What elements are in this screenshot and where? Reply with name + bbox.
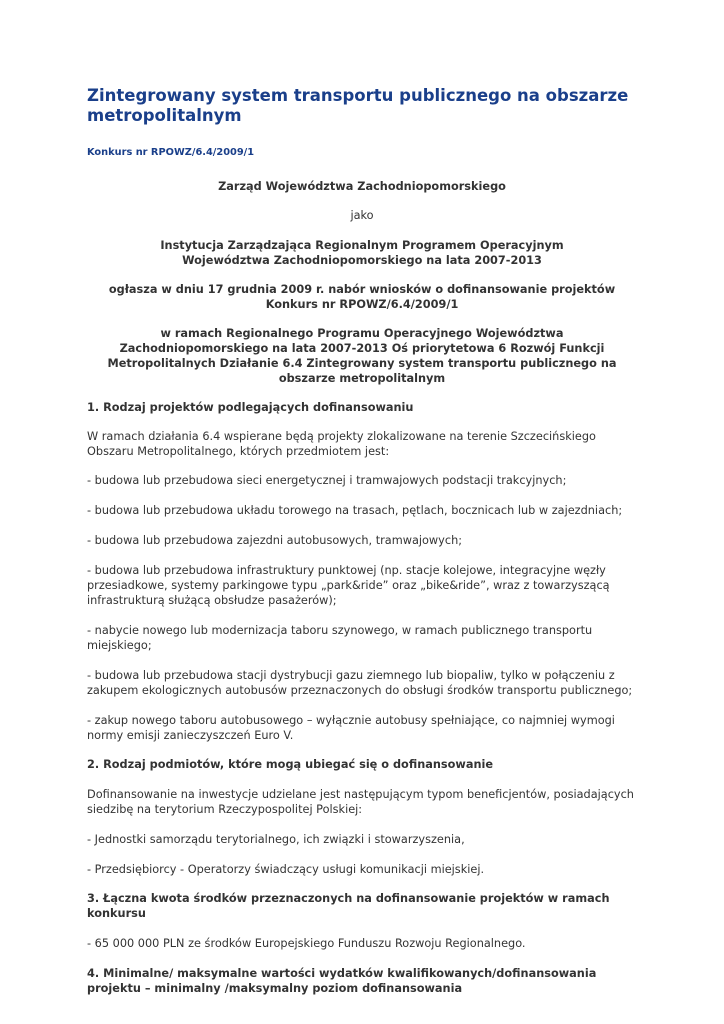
section-2-lead: Dofinansowanie na inwestycje udzielane jest następującym typom beneficjentów, posiadających siedzibę na terytorium Rzeczypospolitej Polskiej: (87, 788, 634, 816)
list-item: - Przedsiębiorcy - Operatorzy świadczący usługi komunikacji miejskiej. (87, 863, 485, 876)
section-1-lead: W ramach działania 6.4 wspierane będą projekty zlokalizowane na terenie Szczecińskiego Obszaru Metropolitalnego, których przedmiotem jest: (87, 430, 596, 458)
list-item: - 65 000 000 PLN ze środków Europejskiego Funduszu Rozwoju Regionalnego. (87, 937, 526, 950)
section-4-heading: 4. Minimalne/ maksymalne wartości wydatków kwalifikowanych/dofinansowania projektu – minimalny /maksymalny poziom dofinansowania (87, 967, 597, 995)
institution-name: Instytucja Zarządzająca Regionalnym Programem Operacyjnym Województwa Zachodniopomorskiego na lata 2007-2013 (160, 239, 564, 267)
board-name: Zarząd Województwa Zachodniopomorskiego (218, 180, 506, 193)
list-item: - zakup nowego taboru autobusowego – wyłącznie autobusy spełniające, co najmniej wymogi normy emisji zanieczyszczeń Euro V. (87, 714, 615, 742)
section-1-heading: 1. Rodzaj projektów podlegających dofinansowaniu (87, 401, 414, 414)
list-item: - budowa lub przebudowa zajezdni autobusowych, tramwajowych; (87, 534, 463, 547)
contest-number: Konkurs nr RPOWZ/6.4/2009/1 (87, 147, 255, 158)
document-page (87, 86, 637, 996)
page-title: Zintegrowany system transportu publicznego na obszarze metropolitalnym (87, 86, 629, 125)
announcement: ogłasza w dniu 17 grudnia 2009 r. nabór wniosków o dofinansowanie projektów Konkurs nr RPOWZ/6.4/2009/1 (108, 283, 616, 311)
list-item: - budowa lub przebudowa stacji dystrybucji gazu ziemnego lub biopaliw, tylko w połączeniu z zakupem ekologicznych autobusów przeznaczonych do obsługi środków transportu publicznego; (87, 669, 633, 697)
program-framework: w ramach Regionalnego Programu Operacyjnego Województwa Zachodniopomorskiego na lata 2007-2013 Oś priorytetowa 6 Rozwój Funkcji Metropolitalnych Działanie 6.4 Zintegrowany system transportu publicznego na obszarze metropolitalnym (107, 327, 617, 385)
list-item: - budowa lub przebudowa sieci energetycznej i tramwajowych podstacji trakcyjnych; (87, 474, 567, 487)
list-item: - Jednostki samorządu terytorialnego, ich związki i stowarzyszenia, (87, 833, 465, 846)
list-item: - budowa lub przebudowa infrastruktury punktowej (np. stacje kolejowe, integracyjne węzły przesiadkowe, systemy parkingowe typu „park&ride” oraz „bike&ride”, wraz z towarzyszącą infrastrukturą służącą obsłudze pasażerów); (87, 564, 610, 607)
list-item: - nabycie nowego lub modernizacja taboru szynowego, w ramach publicznego transportu miejskiego; (87, 624, 593, 652)
section-2-heading: 2. Rodzaj podmiotów, które mogą ubiegać się o dofinansowanie (87, 758, 494, 771)
section-3-heading: 3. Łączna kwota środków przeznaczonych na dofinansowanie projektów w ramach konkursu (87, 892, 610, 920)
as-word: jako (350, 209, 374, 222)
list-item: - budowa lub przebudowa układu torowego na trasach, pętlach, bocznicach lub w zajezdniach; (87, 504, 623, 517)
